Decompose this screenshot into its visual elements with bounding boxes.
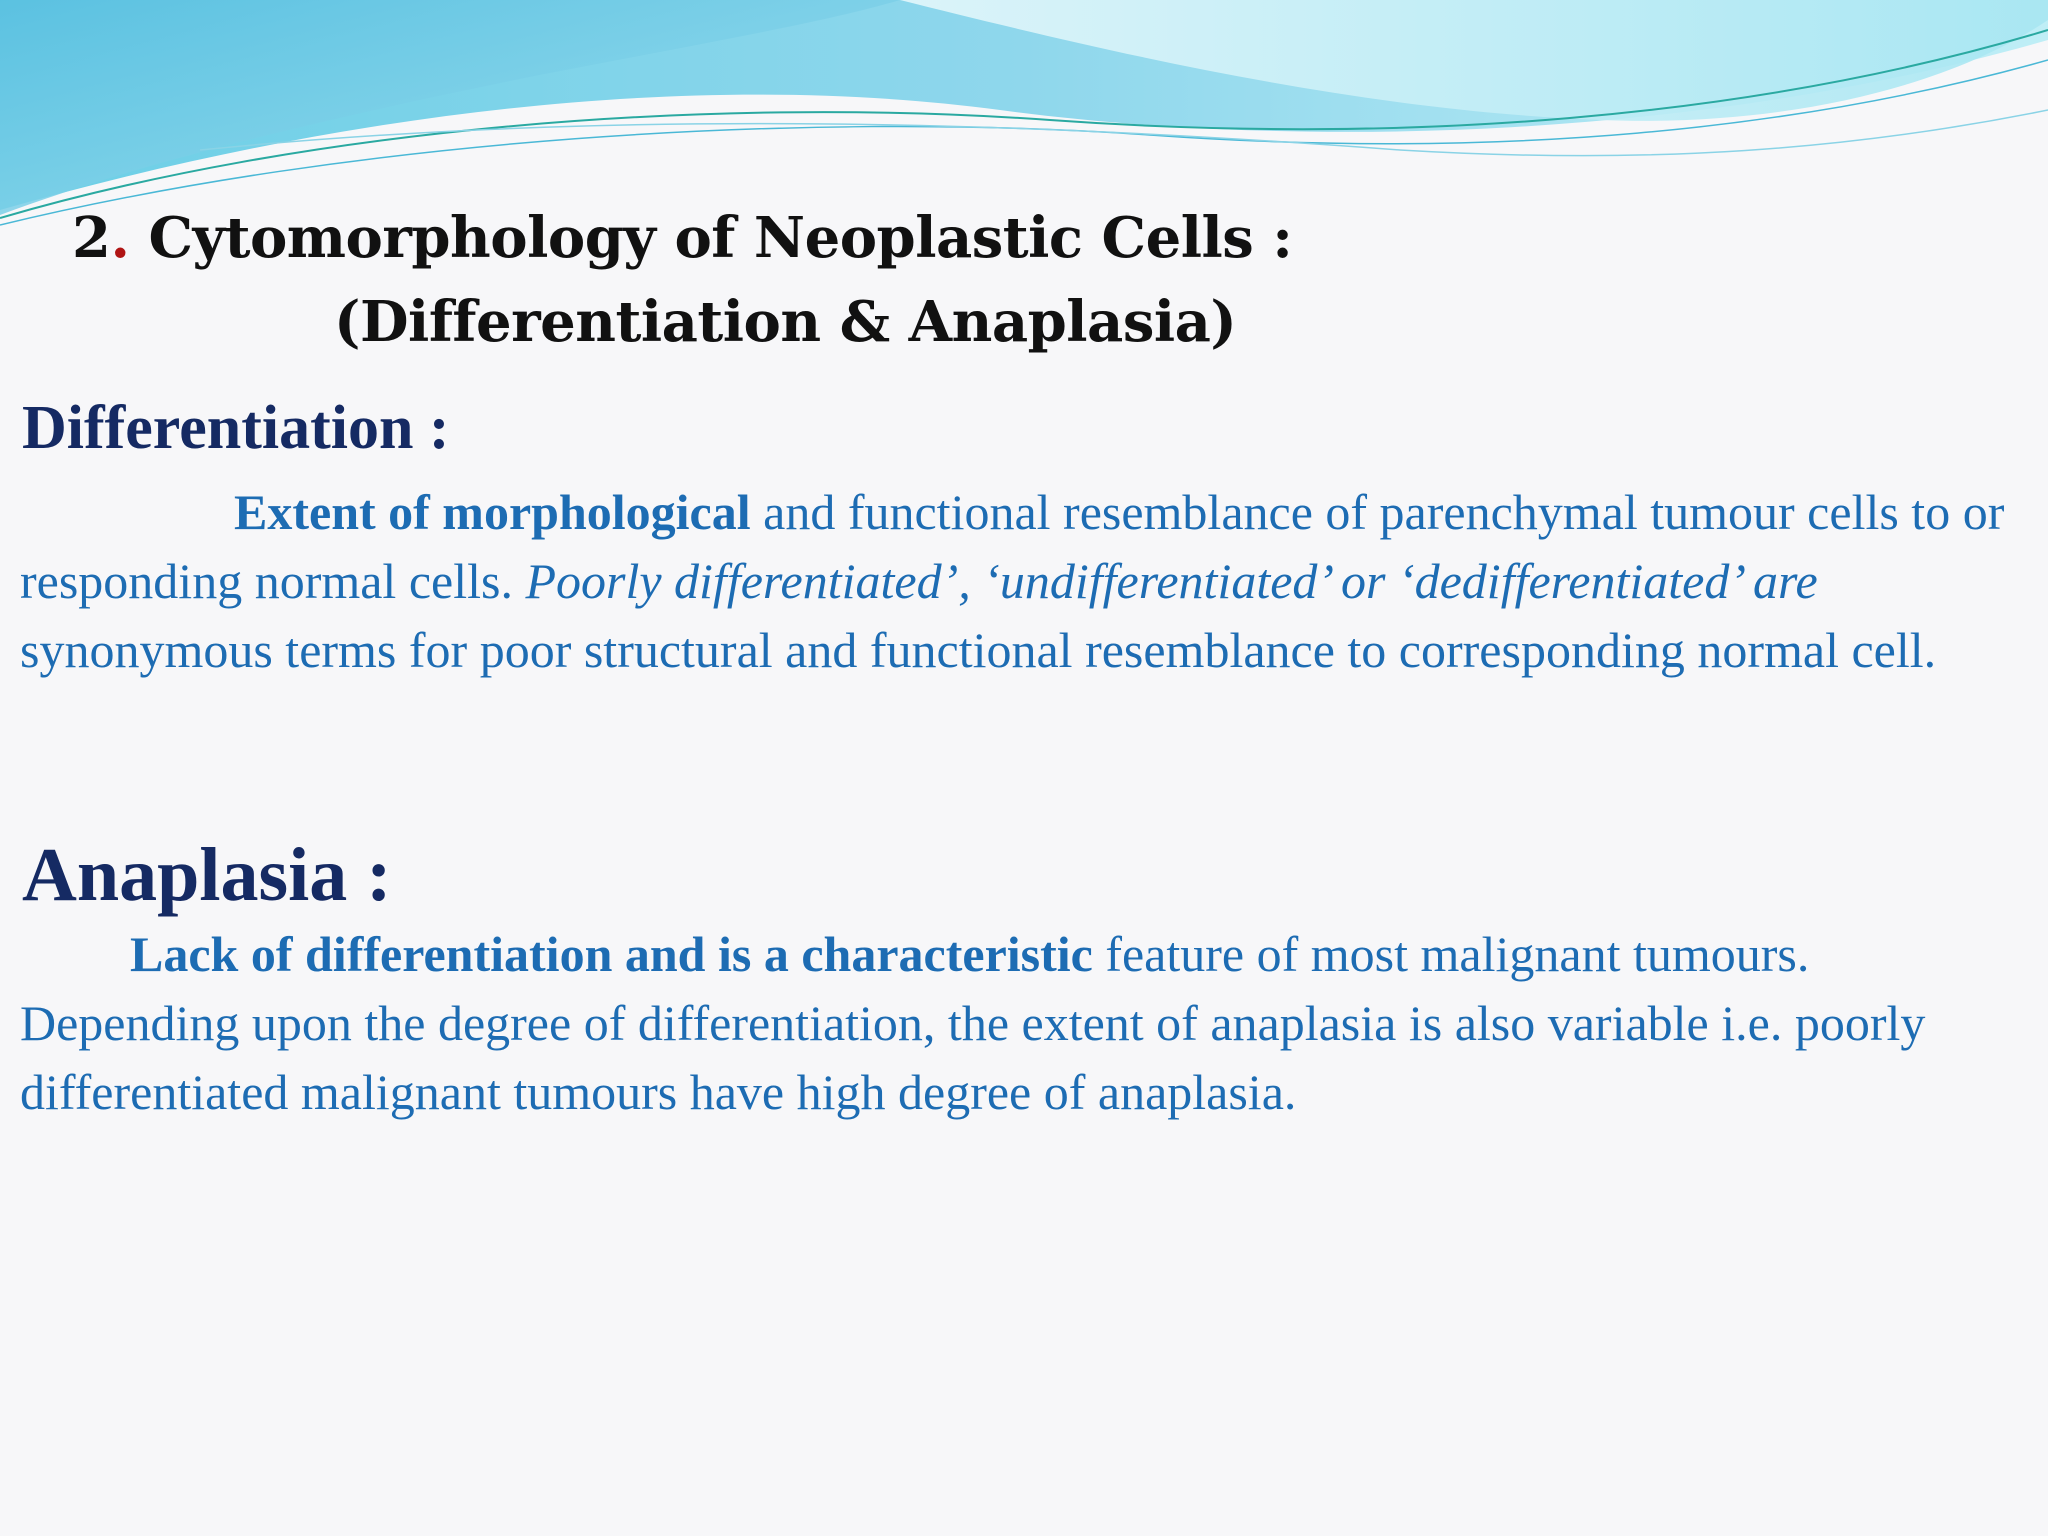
differentiation-text-1: and functional resemblance of parenchymal tumour cells to or responding normal cells. [20,484,2005,609]
differentiation-bold-lead: Extent of morphological [234,484,751,540]
anaplasia-paragraph [20,920,2030,1127]
anaplasia-heading: Anaplasia : [22,833,392,917]
anaplasia-bold-lead: Lack of differentiation and is a characteristic [130,926,1093,982]
differentiation-italic-terms: Poorly differentiated’, ‘undifferentiated’ or ‘dedifferentiated’ are [525,553,1818,609]
differentiation-heading: Differentiation : [22,394,450,462]
title-dot: . [110,205,130,271]
title-line-2: (Differentiation & Anaplasia) [334,289,1237,355]
anaplasia-text: feature of most malignant tumours. Depending upon the degree of differentiation, the extent of anaplasia is also variable i.e. poorly differentiated malignant tumours have high degree of anaplasia. [20,926,1926,1120]
differentiation-text-2: synonymous terms for poor structural and functional resemblance to corresponding normal cell. [20,622,1937,678]
slide-title [72,196,1472,364]
title-number: 2 [72,205,111,271]
differentiation-paragraph [20,478,2030,685]
title-line-1: Cytomorphology of Neoplastic Cells : [129,205,1293,271]
